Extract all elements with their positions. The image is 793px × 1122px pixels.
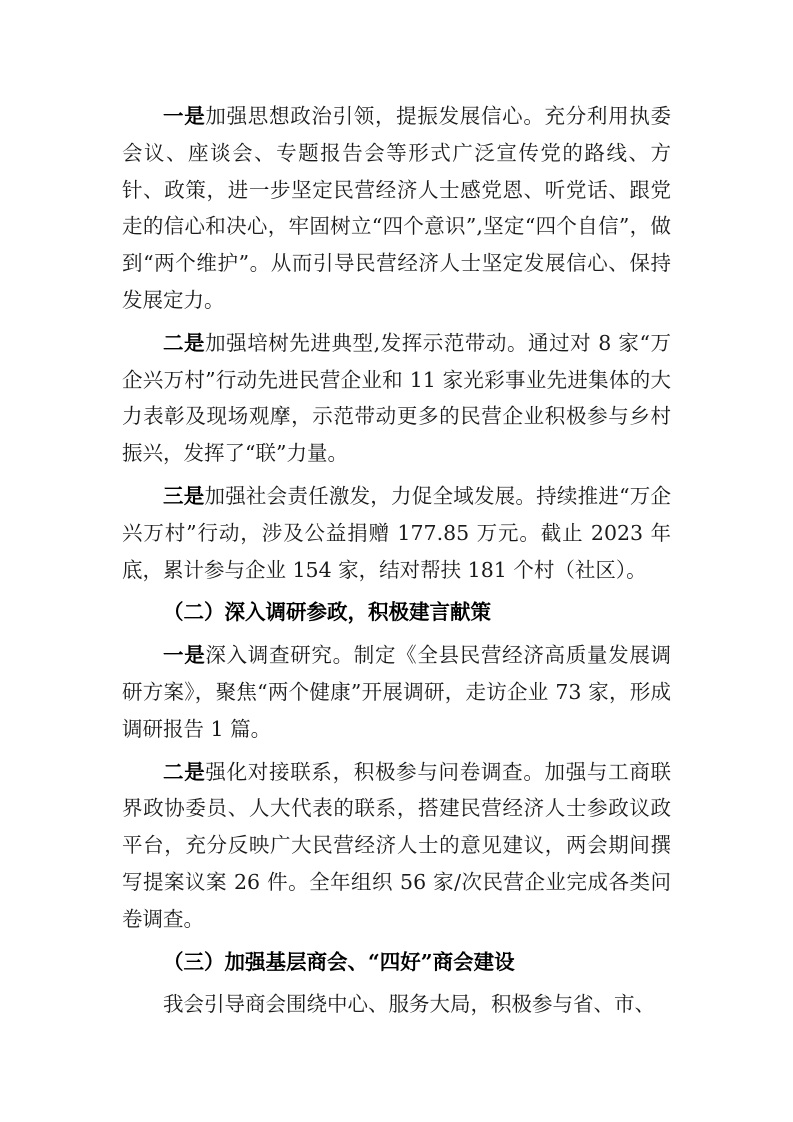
- section-heading-research: （二）深入调研参政，积极建言献策: [163, 600, 491, 625]
- paragraph-lead: 二是: [163, 330, 206, 355]
- document-body: [122, 98, 671, 1029]
- section-heading-chambers: （三）加强基层商会、“四好”商会建设: [163, 949, 515, 974]
- paragraph-text: 深入调查研究。制定《全县民营经济高质量发展调研方案》，聚焦“两个健康”开展调研，走访企业 73 家，形成调研报告 1 篇。: [122, 643, 672, 741]
- paragraph-text: 加强社会责任激发，力促全域发展。持续推进“万企兴万村”行动，涉及公益捐赠 177.85 万元。截止 2023 年底，累计参与企业 154 家，结对帮扶 181 个村（社区）。: [122, 483, 672, 582]
- paragraph-text: 强化对接联系，积极参与问卷调查。加强与工商联界政协委员、人大代表的联系，搭建民营经济人士参政议政平台，充分反映广大民营经济人士的意见建议，两会期间撰写提案议案 26 件。全年组织 56 家/次民营企业完成各类问卷调查。: [122, 759, 672, 931]
- paragraph-lead: 三是: [163, 483, 205, 508]
- paragraph-text: 加强培树先进典型,发挥示范带动。通过对 8 家“万企兴万村”行动先进民营企业和 11 家光彩事业先进集体的大力表彰及现场观摩，示范带动更多的民营企业积极参与乡村振兴，发挥了“联”力量。: [122, 330, 672, 466]
- paragraph-responsibility: [122, 478, 671, 588]
- paragraph-lead: 一是: [163, 643, 206, 668]
- paragraph-models: [122, 325, 671, 472]
- paragraph-text: 加强思想政治引领，提振发展信心。充分利用执委会议、座谈会、专题报告会等形式广泛宣传党的路线、方针、政策，进一步坚定民营经济人士感党恩、听党话、跟党走的信心和决心，牢固树立“四个意识”,坚定“四个自信”，做到“两个维护”。从而引导民营经济人士坚定发展信心、保持发展定力。: [122, 104, 672, 312]
- paragraph-guidance: [122, 98, 671, 319]
- paragraph-liaison: [122, 754, 671, 938]
- paragraph-lead: 一是: [163, 104, 206, 128]
- paragraph-investigation: [122, 637, 671, 747]
- paragraph-chambers: 我会引导商会围绕中心、服务大局，积极参与省、市、: [163, 992, 655, 1017]
- paragraph-lead: 二是: [163, 759, 206, 784]
